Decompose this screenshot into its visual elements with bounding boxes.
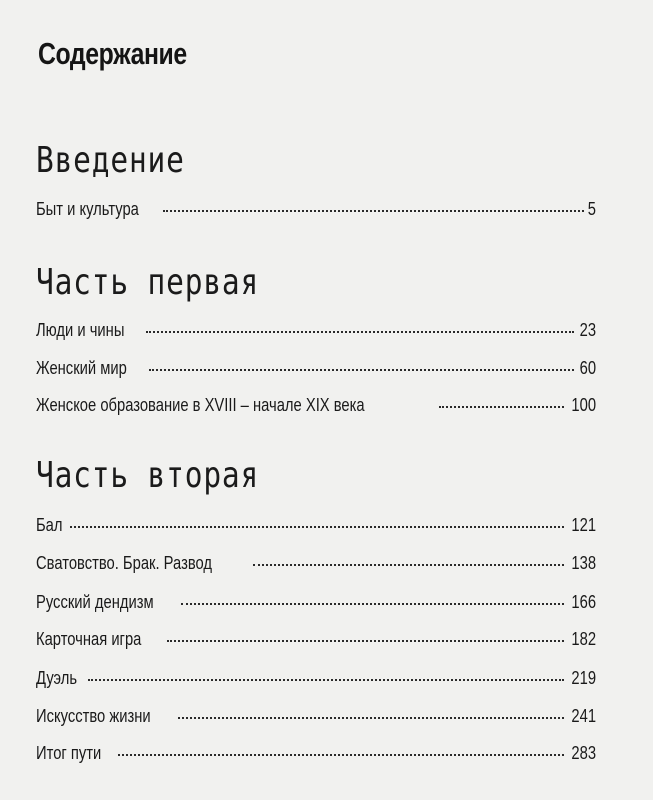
toc-entry-page: 241 bbox=[571, 706, 596, 726]
toc-entry-label: Люди и чины bbox=[36, 320, 125, 340]
toc-entry-page: 100 bbox=[571, 395, 596, 415]
section-heading-part-two: Часть вторая bbox=[36, 455, 260, 496]
dot-leader bbox=[70, 526, 564, 528]
toc-entry[interactable] bbox=[36, 199, 596, 223]
page-title: Содержание bbox=[38, 36, 187, 71]
dot-leader bbox=[118, 754, 564, 756]
toc-entry-label: Сватовство. Брак. Развод bbox=[36, 553, 213, 573]
toc-entry[interactable] bbox=[36, 515, 596, 539]
toc-entry[interactable] bbox=[36, 743, 596, 767]
toc-entry[interactable] bbox=[36, 395, 596, 419]
toc-entry[interactable] bbox=[36, 320, 596, 344]
toc-entry-label: Женское образование в XVIII – начале XIX века bbox=[36, 395, 365, 415]
dot-leader bbox=[88, 679, 564, 681]
toc-entry-page: 219 bbox=[571, 668, 596, 688]
toc-entry-label: Женский мир bbox=[36, 358, 127, 378]
dot-leader bbox=[146, 331, 574, 333]
toc-entry[interactable] bbox=[36, 592, 596, 616]
toc-entry-label: Карточная игра bbox=[36, 629, 142, 649]
dot-leader bbox=[163, 210, 584, 212]
toc-entry[interactable] bbox=[36, 706, 596, 730]
toc-entry-page: 5 bbox=[587, 199, 596, 219]
toc-entry-label: Итог пути bbox=[36, 743, 102, 763]
toc-entry[interactable] bbox=[36, 358, 596, 382]
toc-entry-label: Искусство жизни bbox=[36, 706, 151, 726]
toc-entry-page: 121 bbox=[571, 515, 596, 535]
section-heading-part-one: Часть первая bbox=[36, 262, 260, 303]
dot-leader bbox=[178, 717, 564, 719]
toc-entry-page: 23 bbox=[579, 320, 596, 340]
toc-entry[interactable] bbox=[36, 553, 596, 577]
dot-leader bbox=[167, 640, 564, 642]
toc-entry-page: 138 bbox=[571, 553, 596, 573]
toc-entry-page: 166 bbox=[571, 592, 596, 612]
toc-entry[interactable] bbox=[36, 629, 596, 653]
toc-entry-label: Бал bbox=[36, 515, 63, 535]
dot-leader bbox=[439, 406, 564, 408]
toc-entry-page: 60 bbox=[579, 358, 596, 378]
dot-leader bbox=[149, 369, 574, 371]
toc-entry-page: 283 bbox=[571, 743, 596, 763]
toc-entry-label: Дуэль bbox=[36, 668, 78, 688]
section-heading-introduction: Введение bbox=[36, 140, 185, 181]
toc-entry[interactable] bbox=[36, 668, 596, 692]
dot-leader bbox=[181, 603, 564, 605]
dot-leader bbox=[253, 564, 564, 566]
toc-entry-label: Русский дендизм bbox=[36, 592, 154, 612]
toc-entry-page: 182 bbox=[571, 629, 596, 649]
toc-entry-label: Быт и культура bbox=[36, 199, 139, 219]
